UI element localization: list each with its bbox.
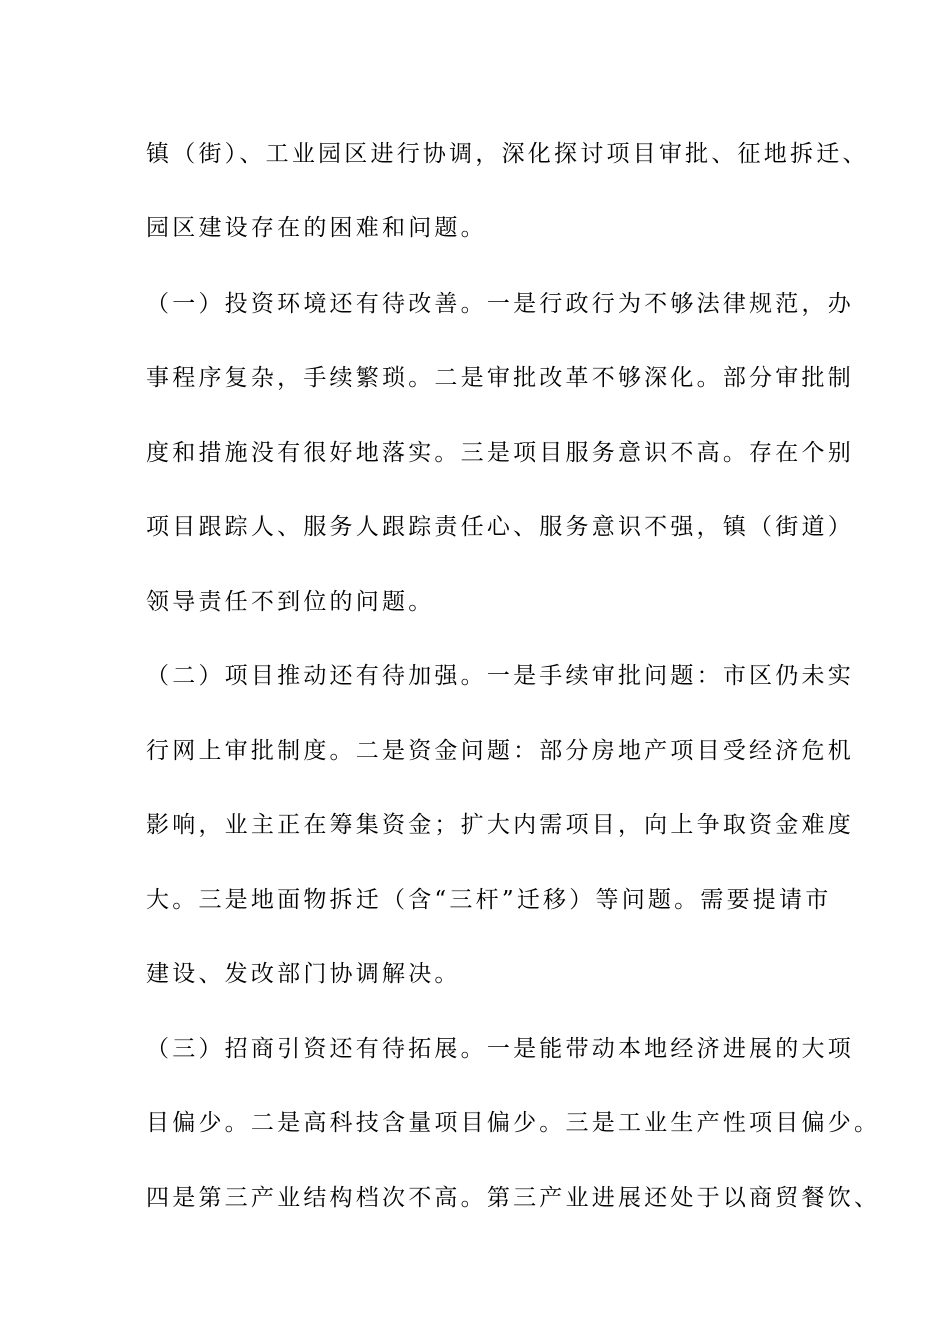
text-line: 事程序复杂，手续繁琐。二是审批改革不够深化。部分审批制 [146, 365, 854, 391]
text-line: 建设、发改部门协调解决。 [146, 961, 461, 987]
text-line: 目偏少。二是高科技含量项目偏少。三是工业生产性项目偏少。 [146, 1110, 881, 1136]
text-line: 四是第三产业结构档次不高。第三产业进展还处于以商贸餐饮、 [146, 1185, 881, 1211]
text-line: 园区建设存在的困难和问题。 [146, 215, 487, 241]
text-line: 大。三是地面物拆迁（含“三杆”迁移）等问题。需要提请市 [146, 887, 832, 913]
text-line: 行网上审批制度。二是资金问题：部分房地产项目受经济危机 [146, 738, 854, 764]
text-line: 领导责任不到位的问题。 [146, 589, 435, 615]
text-line: （三）招商引资还有待拓展。一是能带动本地经济进展的大项 [146, 1036, 854, 1062]
text-line: 度和措施没有很好地落实。三是项目服务意识不高。存在个别 [146, 440, 854, 466]
text-line: 项目跟踪人、服务人跟踪责任心、服务意识不强，镇（街道） [146, 514, 854, 540]
text-line: （一）投资环境还有待改善。一是行政行为不够法律规范，办 [146, 291, 854, 317]
text-line: 镇（街）、工业园区进行协调，深化探讨项目审批、征地拆迁、 [146, 141, 869, 167]
text-line: （二）项目推动还有待加强。一是手续审批问题：市区仍未实 [146, 663, 854, 689]
text-line: 影响，业主正在筹集资金；扩大内需项目，向上争取资金难度 [146, 812, 854, 838]
